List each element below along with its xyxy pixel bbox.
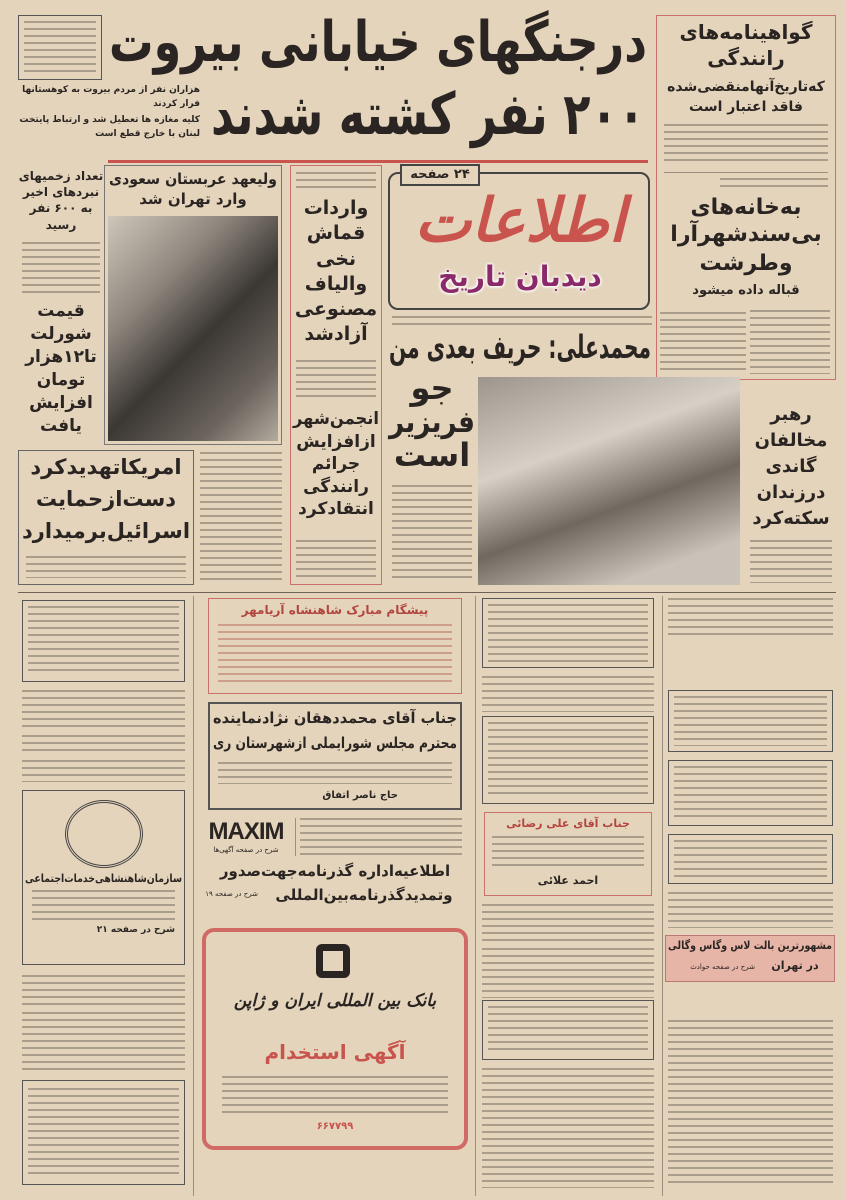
council-line: انجمن‌شهر bbox=[293, 409, 379, 429]
licenses-headline-3: که‌تاریخ‌آنهامنقضی‌شده bbox=[667, 79, 825, 95]
ad-text bbox=[482, 676, 654, 712]
rezaei-title: جناب آقای علی رضائی bbox=[506, 817, 630, 830]
dehghan-line2: محترم مجلس شورایملی ازشهرستان ری bbox=[213, 734, 457, 752]
passport-line2: وتمدیدگذرنامه‌بین‌المللی bbox=[275, 886, 453, 904]
houses-sub: قباله داده میشود bbox=[692, 283, 800, 298]
ad-text bbox=[482, 948, 654, 998]
chevrolet-line: تا۱۲هزار bbox=[25, 346, 97, 367]
america-text bbox=[26, 556, 186, 578]
ali-sub-line: است bbox=[393, 435, 471, 474]
chevrolet-line: شورلت bbox=[30, 323, 92, 344]
bank-name: بانک بین المللی ایران و ژاپن bbox=[233, 991, 437, 1011]
passport-line1: اطلاعیه‌اداره گذرنامه‌جهت‌صدور bbox=[219, 862, 451, 880]
imports-text bbox=[296, 360, 376, 400]
council-headline bbox=[292, 408, 380, 521]
houses-kicker bbox=[720, 178, 828, 192]
ad-text bbox=[488, 604, 648, 662]
ad-text bbox=[488, 1006, 648, 1054]
ad-text bbox=[22, 690, 185, 730]
ali-brief bbox=[660, 312, 746, 372]
america-line: اسرائیل‌برمیدارد bbox=[21, 519, 191, 543]
chevrolet-line: یافت bbox=[40, 415, 82, 436]
houses-headline-1: به‌خانه‌های bbox=[690, 195, 802, 220]
masthead-logo: اطلاعات bbox=[414, 186, 626, 256]
rezaei-signature: احمد علائی bbox=[537, 874, 599, 887]
imports-line: والیاف bbox=[304, 272, 368, 295]
licenses-headline-1: گواهینامه‌های bbox=[679, 20, 813, 44]
saudi-headline-1: ولیعهد عربستان سعودی bbox=[108, 170, 277, 188]
maxim-note: شرح در صفحه آگهی‌ها bbox=[213, 846, 279, 854]
lead-headline-line1: درجنگهای خیابانی بیروت bbox=[109, 10, 648, 75]
fold-divider bbox=[18, 592, 836, 593]
gandhi-line: سکته‌کرد bbox=[752, 508, 830, 530]
shah-ad-title: پیشگام مبارک شاهنشاه آریامهر bbox=[241, 603, 429, 617]
ad-text bbox=[668, 598, 833, 638]
dehghan-signature: حاج ناصر اتفاق bbox=[322, 790, 398, 801]
saudi-photo bbox=[108, 216, 278, 441]
vegas-line2: در تهران bbox=[771, 959, 819, 972]
licenses-headline-4: فاقد اعتبار است bbox=[689, 99, 803, 115]
bank-ad-text bbox=[222, 1076, 448, 1116]
vegas-note: شرح در صفحه حوادث bbox=[690, 963, 755, 971]
houses-headline-2: بی‌سندشهرآرا bbox=[670, 222, 822, 247]
dehghan-text bbox=[218, 762, 452, 784]
social-ad-note: شرح در صفحه ۲۱ bbox=[96, 925, 175, 935]
bank-phone: ۶۶۷۷۹۹ bbox=[316, 1121, 354, 1132]
imports-line: نخی bbox=[315, 247, 357, 270]
briefs-column bbox=[200, 452, 282, 582]
gandhi-line: درزندان bbox=[756, 482, 826, 504]
licenses-headline-2: رانندگی bbox=[707, 46, 785, 70]
america-line: دست‌ازحمایت bbox=[35, 487, 177, 511]
ali-kicker bbox=[392, 316, 652, 328]
divider bbox=[664, 172, 828, 173]
gandhi-line: گاندی bbox=[765, 456, 817, 478]
ali-photo bbox=[478, 377, 740, 585]
ali-headline: محمدعلی: حریف بعدی من bbox=[389, 328, 651, 366]
passport-note: شرح در صفحه ۱۹ bbox=[205, 890, 258, 898]
column-rule bbox=[662, 596, 663, 1196]
ali-sub-line: فریزیر bbox=[389, 404, 475, 440]
gandhi-text bbox=[750, 540, 832, 583]
ad-text bbox=[22, 760, 185, 782]
wounded-headline: تعداد زخمیهای نبردهای اخیر به ۶۰۰ نفر رسید bbox=[18, 169, 104, 232]
rezaei-text bbox=[492, 836, 644, 868]
social-ad-title: سازمان‌شاهنشاهی‌خدمات‌اجتماعی bbox=[25, 872, 183, 885]
dehghan-line1: جناب آقای محمددهقان نژادنماینده bbox=[213, 709, 457, 727]
social-ad-text bbox=[32, 890, 175, 920]
ad-text bbox=[674, 840, 827, 878]
council-text bbox=[296, 540, 376, 580]
houses-headline-3: وطرشت bbox=[699, 251, 793, 276]
council-line: انتقادکرد bbox=[298, 499, 374, 520]
council-line: جرائم bbox=[311, 454, 361, 475]
maxim-logo: MAXIM bbox=[208, 818, 284, 845]
saudi-headline-2: وارد تهران شد bbox=[139, 190, 247, 208]
bank-ad-title: آگهی استخدام bbox=[264, 1040, 406, 1064]
column-rule bbox=[475, 596, 476, 1196]
licenses-text bbox=[664, 124, 828, 166]
ad-text bbox=[674, 766, 827, 820]
chevrolet-line: افزایش bbox=[29, 392, 93, 413]
gandhi-line: مخالفان bbox=[754, 430, 828, 452]
ad-text bbox=[22, 735, 185, 755]
council-line: رانندگی bbox=[303, 476, 369, 497]
lead-headline-line2: ۲۰۰ نفر کشته شدند bbox=[210, 80, 645, 148]
ad-text bbox=[28, 606, 179, 676]
imports-line: قماش bbox=[306, 222, 366, 245]
ad-text bbox=[482, 1068, 654, 1188]
ad-text bbox=[488, 722, 648, 798]
america-line: امریکاتهدیدکرد bbox=[30, 455, 182, 479]
bank-logo-icon bbox=[316, 944, 350, 978]
imperial-seal-icon bbox=[65, 800, 143, 868]
column-rule bbox=[193, 596, 194, 1196]
chevrolet-headline bbox=[18, 300, 104, 438]
red-divider bbox=[108, 160, 648, 163]
chevrolet-line: تومان bbox=[36, 369, 86, 390]
council-line: ازافزایش bbox=[296, 431, 376, 452]
ad-text bbox=[28, 1088, 179, 1178]
ad-text bbox=[300, 818, 462, 856]
watermark: دیدبان تاریخ bbox=[438, 260, 602, 293]
gandhi-headline bbox=[746, 402, 836, 532]
imports-headline bbox=[292, 196, 380, 348]
ad-text bbox=[22, 1012, 185, 1072]
lead-bullet-1: هزاران نفر از مردم بیروت به کوهستانها فرار کردند bbox=[22, 85, 200, 109]
shah-ad-text bbox=[218, 624, 452, 686]
imports-line: آزادشد bbox=[304, 323, 368, 346]
vegas-line1: مشهورترین بالت لاس وگاس وگالی bbox=[668, 939, 832, 952]
ad-text bbox=[674, 696, 827, 746]
ad-text bbox=[22, 975, 185, 1005]
lead-bullet-2: کلیه مغازه ها تعطیل شد و ارتباط پایتخت لبنان با خارج قطع است bbox=[19, 115, 200, 139]
ali-subheadline bbox=[388, 369, 476, 474]
ad-text bbox=[482, 904, 654, 944]
chevrolet-line: قیمت bbox=[37, 301, 85, 321]
ad-text bbox=[668, 1020, 833, 1185]
brief-text bbox=[24, 21, 96, 74]
wounded-text bbox=[22, 242, 100, 294]
page-count: ۲۴ صفحه bbox=[400, 164, 480, 186]
ad-text bbox=[668, 892, 833, 928]
divider bbox=[295, 818, 296, 856]
imports-kicker bbox=[296, 172, 376, 192]
houses-text bbox=[750, 310, 830, 374]
imports-line: واردات bbox=[303, 197, 369, 219]
imports-line: مصنوعی bbox=[294, 298, 378, 321]
gandhi-line: رهبر bbox=[770, 404, 812, 425]
ali-text bbox=[392, 485, 472, 580]
ali-sub-line: جو bbox=[410, 369, 454, 407]
